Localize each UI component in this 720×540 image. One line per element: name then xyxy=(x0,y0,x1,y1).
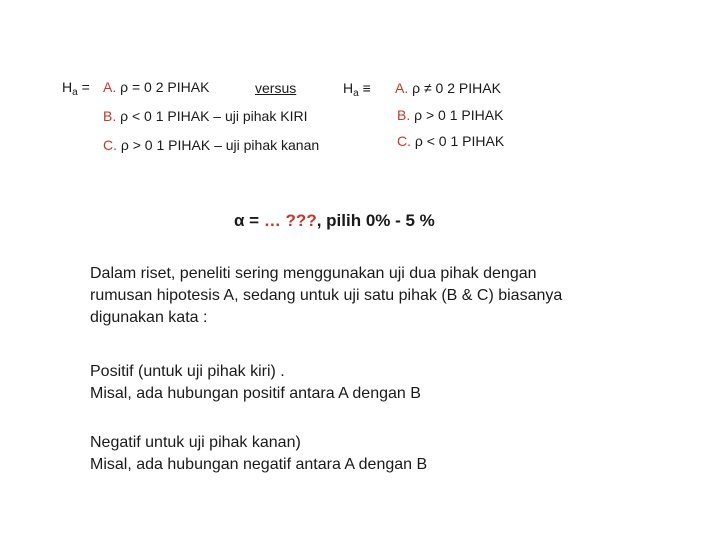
paragraph-positif xyxy=(90,361,421,405)
left-ha-symbol xyxy=(62,79,90,101)
right-b-label: B. xyxy=(397,107,411,123)
paragraph-line: Negatif untuk uji pihak kanan) xyxy=(90,434,301,451)
right-hypothesis-c xyxy=(397,133,504,149)
paragraph-line: Dalam riset, peneliti sering menggunakan uji dua pihak dengan xyxy=(90,265,537,282)
paragraph-line: digunakan kata : xyxy=(90,309,208,326)
right-b-text: ρ > 0 1 PIHAK xyxy=(414,107,504,123)
left-ha-subscript: a xyxy=(72,87,78,98)
right-ha-symbol xyxy=(343,80,371,102)
alpha-rest: , pilih 0% - 5 % xyxy=(316,211,435,230)
left-a-text: ρ = 0 2 PIHAK xyxy=(120,79,210,95)
right-ha-equals: ≡ xyxy=(362,80,371,96)
paragraph-intro xyxy=(90,263,562,329)
left-hypothesis-c xyxy=(103,137,319,153)
alpha-value: … ??? xyxy=(263,211,317,230)
left-ha-equals: = xyxy=(81,79,90,95)
left-hypothesis-a xyxy=(103,79,209,95)
paragraph-line: Positif (untuk uji pihak kiri) . xyxy=(90,363,285,380)
left-b-label: B. xyxy=(103,108,117,124)
left-b-text: ρ < 0 1 PIHAK – uji pihak KIRI xyxy=(120,108,308,124)
left-a-label: A. xyxy=(103,79,117,95)
paragraph-line: rumusan hipotesis A, sedang untuk uji satu pihak (B & C) biasanya xyxy=(90,287,563,304)
paragraph-line: Misal, ada hubungan negatif antara A dengan B xyxy=(90,456,428,473)
versus-label: versus xyxy=(255,80,297,96)
left-c-label: C. xyxy=(103,137,117,153)
right-a-label: A. xyxy=(395,80,409,96)
right-c-label: C. xyxy=(397,133,411,149)
left-c-text: ρ > 0 1 PIHAK – uji pihak kanan xyxy=(120,137,320,153)
right-hypothesis-b xyxy=(397,107,503,123)
alpha-line xyxy=(234,211,435,231)
paragraph-line: Misal, ada hubungan positif antara A dengan B xyxy=(90,385,421,402)
right-a-text: ρ ≠ 0 2 PIHAK xyxy=(412,80,501,96)
right-c-text: ρ < 0 1 PIHAK xyxy=(414,133,505,149)
right-hypothesis-a xyxy=(395,80,501,96)
alpha-symbol: α xyxy=(234,211,245,230)
right-ha-subscript: a xyxy=(353,88,359,99)
paragraph-negatif xyxy=(90,432,427,476)
alpha-equals: = xyxy=(244,211,264,230)
left-hypothesis-b xyxy=(103,108,307,124)
left-ha-letter: H xyxy=(62,79,73,95)
right-ha-letter: H xyxy=(343,80,354,96)
